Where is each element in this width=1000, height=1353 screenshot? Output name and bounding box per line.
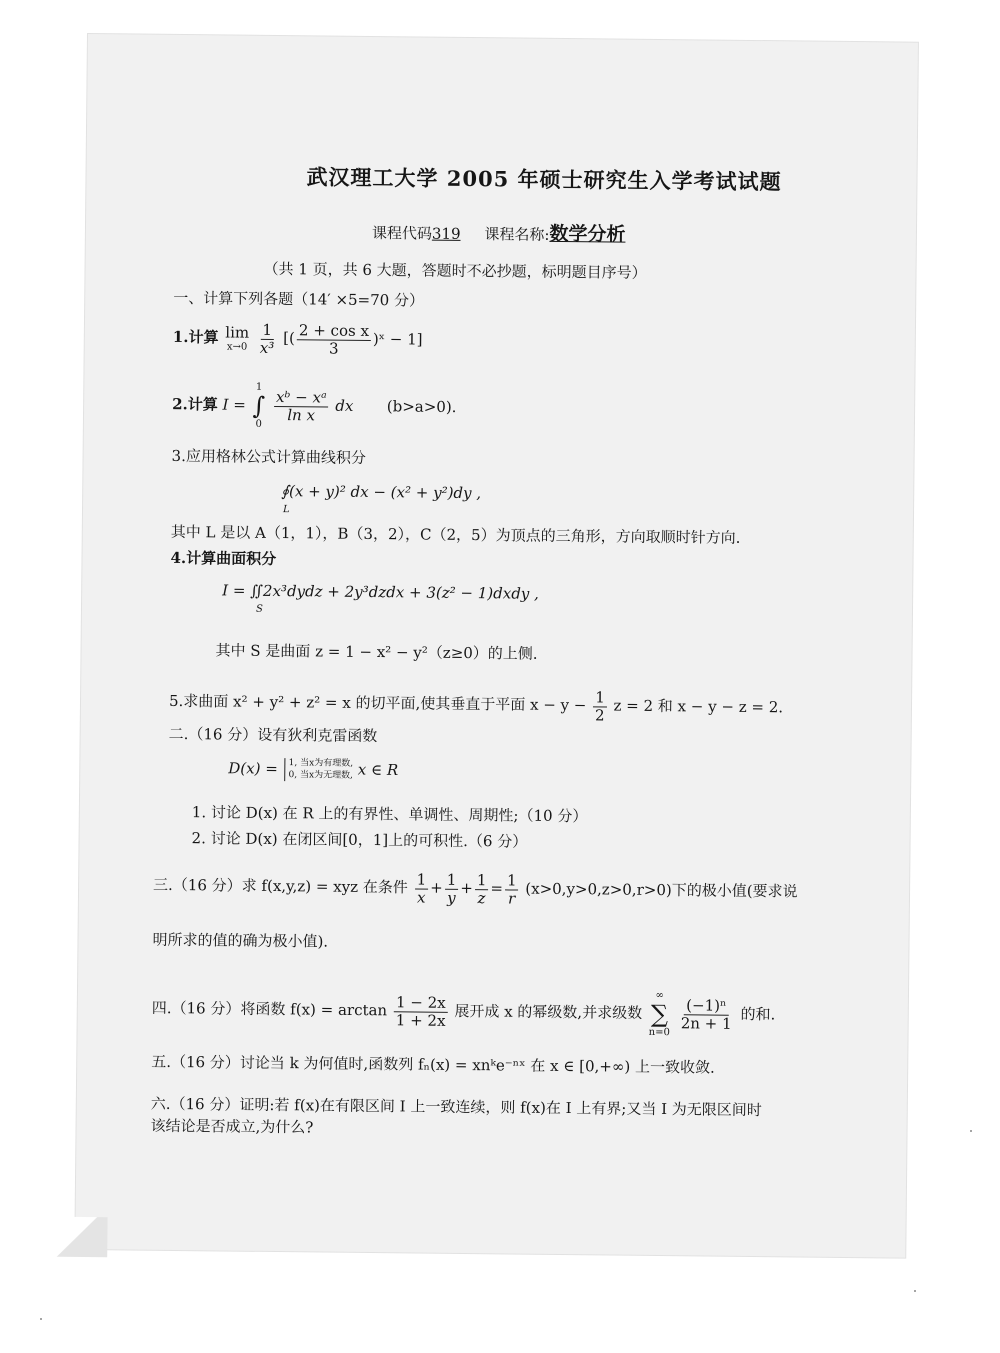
problem-text-pre: 三.（16 分）求 f(x,y,z) = xyz 在条件: [153, 875, 408, 897]
problem-1-3-integral: [281, 482, 481, 502]
fraction-denominator: 2: [595, 705, 605, 724]
expression-tail: )ˣ − 1]: [372, 330, 423, 349]
problem-1-4-integral: I = ∬2x³dydz + 2y³dzdx + 3(z² − 1)dxdy ,: [222, 581, 539, 603]
exam-note: （共 1 页，共 6 大题，答题时不必抄题，标明题目序号）: [263, 259, 647, 282]
fraction-numerator: xᵇ − xᵃ: [274, 389, 329, 407]
fraction-denominator: 2n + 1: [680, 1013, 732, 1033]
problem-1-3-note: 其中 L 是以 A（1，1），B（3，2），C（2，5）为顶点的三角形，方向取顺时针方向.: [170, 522, 741, 547]
lim-subscript: x→0: [226, 341, 248, 353]
course-code-label: 课程代码: [371, 223, 433, 243]
fraction-numerator: (−1)ⁿ: [684, 997, 728, 1015]
section-2-item-1: 1. 讨论 D(x) 在 R 上的有界性、单调性、周期性;（10 分）: [191, 803, 588, 826]
fraction-denominator: x³: [259, 338, 275, 357]
fraction-1-over-r: [505, 872, 519, 906]
dirichlet-definition: [228, 758, 398, 783]
integral-lhs: I =: [222, 395, 246, 414]
fraction-denominator: ln x: [287, 405, 316, 425]
scan-speck: [914, 1290, 916, 1292]
course-name: 数学分析: [549, 222, 626, 246]
course-code: 319: [431, 224, 461, 243]
problem-text-post: (x>0,y>0,z>0,r>0)下的极小值(要求说: [525, 879, 798, 901]
exam-paper: [75, 34, 918, 1258]
section-1-heading: 一、计算下列各题（14′ ×5=70 分）: [173, 288, 425, 310]
problem-1-1: [173, 321, 423, 358]
problem-1-4-text: 4.计算曲面积分: [170, 548, 277, 568]
fraction-numerator: 1: [475, 872, 489, 890]
integral-subscript-L: L: [282, 504, 290, 516]
scan-speck: [970, 1130, 972, 1132]
fraction-one-half: [593, 689, 607, 723]
problem-label: 2.计算: [172, 395, 218, 414]
case-rational: 1, 当x为有理数,: [288, 758, 354, 769]
integral-sign: ∫: [252, 391, 266, 420]
definition-lhs: D(x) =: [228, 759, 278, 778]
course-info: [372, 221, 626, 246]
sum-lower-limit: n=0: [648, 1027, 670, 1039]
definition-domain: x ∈ R: [357, 760, 399, 779]
section-6-line-2: 该结论是否成立,为什么?: [150, 1116, 314, 1137]
integral-condition: (b>a>0).: [386, 397, 457, 417]
fraction-numerator: 1: [415, 871, 429, 889]
problem-text-mid: 展开成 x 的幂级数,并求级数: [454, 1002, 643, 1023]
integral-dx: dx: [335, 396, 354, 415]
integral-subscript-S: S: [255, 603, 263, 615]
sum-sign: ∑: [650, 999, 669, 1029]
section-2-heading: 二.（16 分）设有狄利克雷函数: [168, 724, 378, 746]
problem-text-post: z = 2 和 x − y − z = 2.: [613, 696, 784, 717]
paper-fold-corner: [47, 1217, 107, 1258]
problem-text-pre: 四.（16 分）将函数 f(x) = arctan: [151, 998, 388, 1020]
definition-cases: [284, 758, 353, 782]
series-fraction: [679, 997, 734, 1032]
fraction-numerator: 1: [593, 689, 607, 707]
scan-speck: [40, 1318, 42, 1320]
section-4: [152, 985, 776, 1040]
arctan-fraction: [394, 994, 448, 1029]
fraction-numerator: 1: [445, 872, 459, 890]
integral-limits: [252, 382, 265, 431]
case-irrational: 0, 当x为无理数,: [288, 769, 354, 781]
bracket-open: [(: [283, 329, 295, 348]
fraction-denominator: 3: [328, 339, 339, 358]
fraction-numerator: 1 − 2x: [394, 994, 448, 1012]
section-3: 三.（16 分）求 f(x,y,z) = xyz 在条件 $\frac{1}{x}$ + $\frac{1}{y}$ + $\frac{1}{z}$ = $\frac{1}{r}$ (x>0,y>0,z>0,r>0)下的极小值(要求说: [153, 870, 798, 908]
fraction-1-over-y: [445, 872, 459, 906]
fraction-denominator: r: [507, 888, 516, 908]
integrand-fraction: [274, 389, 329, 424]
course-name-label: 课程名称:: [484, 225, 550, 244]
line-integral: ∮(x + y)² dx − (x² + y²)dy ,: [281, 482, 482, 503]
fraction-denominator: x: [416, 887, 426, 907]
problem-text-post: 的和.: [740, 1005, 776, 1024]
problem-text-pre: 5.求曲面 x² + y² + z² = x 的切平面,使其垂直于平面 x − y −: [168, 691, 587, 715]
exam-title: 武汉理工大学 2005 年硕士研究生入学考试试题: [306, 164, 782, 195]
problem-label: 1.计算: [172, 327, 219, 347]
integral-upper-limit: 1: [255, 381, 263, 393]
section-3-line-2: 明所求的值的确为极小值).: [152, 930, 329, 951]
fraction-numerator: 1: [505, 872, 519, 890]
lim-text: lim: [225, 323, 250, 342]
problem-1-2: [172, 381, 457, 432]
problem-1-5: [169, 685, 783, 725]
problem-1-4-note: 其中 S 是曲面 z = 1 − x² − y²（z≥0）的上侧.: [215, 641, 538, 663]
fraction-cos: [297, 322, 371, 357]
problem-1-3-text: 3.应用格林公式计算曲线积分: [171, 446, 366, 467]
section-2-item-2: 2. 讨论 D(x) 在闭区间[0，1]上的可积性.（6 分）: [191, 829, 528, 851]
fraction-denominator: 1 + 2x: [395, 1010, 446, 1030]
summation-operator: [649, 990, 671, 1039]
fraction-1-over-x3: [258, 322, 277, 356]
sum-upper-limit: ∞: [655, 989, 664, 1002]
section-6-line-1: 六.（16 分）证明:若 f(x)在有限区间 I 上一致连续，则 f(x)在 I 上有界;又当 I 为无限区间时: [150, 1094, 762, 1120]
fraction-numerator: 1: [260, 322, 274, 340]
integral-lower-limit: 0: [255, 419, 262, 431]
fraction-numerator: 2 + cos x: [297, 322, 371, 340]
limit-operator: [225, 325, 249, 353]
fraction-1-over-z: [475, 872, 489, 906]
fraction-1-over-x: [414, 871, 428, 905]
fraction-denominator: z: [477, 888, 486, 907]
fraction-denominator: y: [447, 888, 456, 907]
section-5: 五.（16 分）讨论当 k 为何值时,函数列 fₙ(x) = xnᵏe⁻ⁿˣ 在 x ∈ [0,+∞) 上一致收敛.: [151, 1052, 715, 1077]
